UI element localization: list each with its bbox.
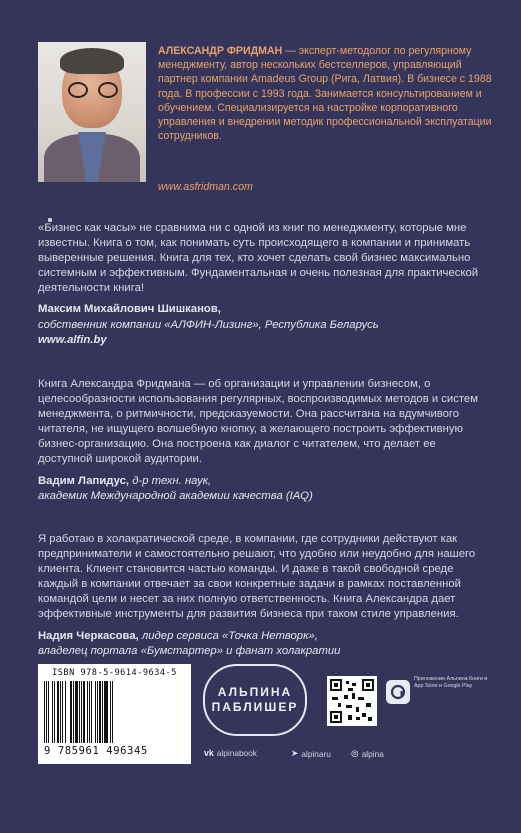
reviewer-name: Максим Михайлович Шишканов, — [38, 303, 221, 316]
social-vk: vk alpinabook — [204, 748, 257, 758]
review-text: «Бизнес как часы» не сравнима ни с одной из книг по менеджменту, которые мне известны. Книга о том, как понимать суть происходящего в компании и принимать выверенные решения. Книга для тех, кто хочет сделать свой бизнес максимально системным и эффективным. Фундаментальная и очень полезная для практической деятельности книга! — [38, 222, 479, 295]
reviewer-name: Надия Черкасова, — [38, 629, 139, 642]
qr-code-icon — [327, 676, 377, 726]
review-text: Я работаю в холакратической среде, в компании, где сотрудники действуют как предприниматели и самостоятельно решают, что удобно или неудобно для нашего клиента. Клиент становится частью команды. И даже в такой свободной среде каждый в компании отвечает за свои конкретные задачи в рамках поставленной командой цели и несет за них полную ответственность. Книга Александра дает эффективные инструменты для развития бизнеса при таком стиле управления. — [38, 533, 476, 621]
publisher-logo-line2: ПАБЛИШЕР — [211, 700, 299, 714]
vk-icon: vk — [204, 748, 214, 758]
barcode-bars — [44, 681, 185, 743]
reviewer-role: лидер сервиса «Точка Нетворк», — [141, 629, 318, 642]
reviewer-url: www.alfin.by — [38, 333, 107, 346]
review-signature — [38, 629, 483, 659]
app-icon — [386, 680, 410, 704]
author-bio-text: — эксперт-методолог по регулярному менеджменту, автор нескольких бестселлеров, управляющий партнер компании Amadeus Group (Рига, Латвия). В бизнесе с 1988 года. В профессии с 1993 года. Занимается консультированием и обучением. Специализируется на настройке корпоративного управления и внедрении методик профессиональной эксплуатации сотрудников. — [158, 45, 492, 143]
review-signature — [38, 302, 483, 347]
app-store-text: Приложение Альпина Книги в App Store и Google Play — [414, 676, 488, 689]
review-2 — [38, 377, 483, 504]
publisher-logo — [203, 664, 307, 736]
author-website: www.asfridman.com — [158, 181, 253, 193]
review-1 — [38, 221, 483, 348]
author-photo — [38, 42, 146, 182]
barcode-digits: 9 785961 496345 — [44, 745, 148, 757]
reviewer-role-2: академик Международной академии качества (IAQ) — [38, 489, 313, 502]
author-bio — [158, 44, 498, 143]
circle-icon: ◎ — [351, 748, 359, 758]
reviewer-name: Вадим Лапидус, — [38, 474, 130, 487]
reviewer-role: собственник компании «АЛФИН-Лизинг», Республика Беларусь — [38, 318, 379, 331]
review-3 — [38, 532, 483, 659]
reviewer-role: д-р техн. наук, — [132, 474, 212, 487]
review-text: Книга Александра Фридмана — об организации и управлении бизнесом, о целесообразности использования регулярных, воспроизводимых методов и систем менеджмента, о ритмичности, предсказуемости. Она рассчитана на вдумчивого читателя, не ищущего волшебную кнопку, а желающего построить эффективную бизнес-организацию. Она построена как диалог с читателем, что делает ее доступной широкой аудитории. — [38, 378, 478, 466]
publisher-logo-line1: АЛЬПИНА — [217, 685, 293, 699]
isbn: ISBN 978-5-9614-9634-5 — [52, 668, 177, 678]
review-signature — [38, 474, 483, 504]
social-telegram: ➤ alpinaru — [291, 748, 331, 759]
social-other: ◎ alpina — [351, 748, 384, 759]
barcode — [38, 664, 191, 764]
reviewer-role-2: владелец портала «Бумстартер» и фанат холакратии — [38, 644, 341, 657]
telegram-icon: ➤ — [291, 748, 299, 758]
author-name: АЛЕКСАНДР ФРИДМАН — [158, 45, 283, 57]
